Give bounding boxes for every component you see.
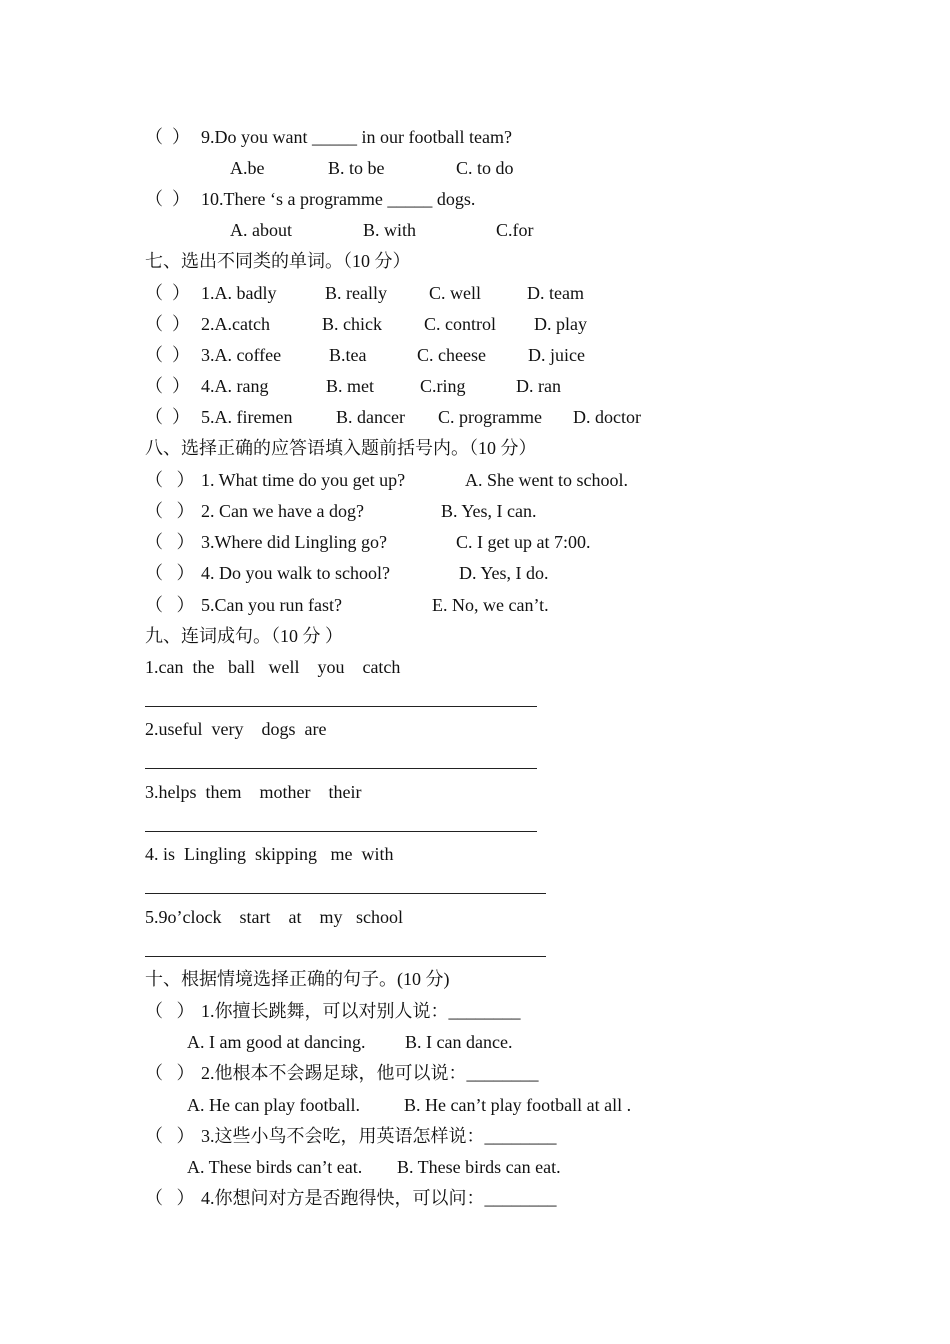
paren[interactable]: （ ）: [145, 189, 190, 209]
option-a: A. I am good at dancing.: [187, 1032, 366, 1052]
answer-option: E. No, we can’t.: [432, 595, 549, 615]
answer-option: A. She went to school.: [465, 470, 628, 490]
option-a: A. These birds can’t eat.: [187, 1157, 363, 1177]
paren[interactable]: （ ）: [145, 501, 195, 521]
option-c: C. control: [424, 314, 496, 334]
answer-line[interactable]: [145, 956, 546, 957]
option-c: C. well: [429, 283, 481, 303]
option-b: B. I can dance.: [405, 1032, 513, 1052]
paren[interactable]: （ ）: [145, 314, 190, 334]
paren[interactable]: （ ）: [145, 407, 190, 427]
option-a: 4.A. rang: [201, 376, 269, 396]
question-text: 2. Can we have a dog?: [201, 501, 364, 521]
scrambled-words: 4. is Lingling skipping me with: [145, 844, 394, 864]
answer-option: B. Yes, I can.: [441, 501, 537, 521]
section-heading: 十、根据情境选择正确的句子。(10 分): [145, 969, 450, 989]
paren[interactable]: （ ）: [145, 1126, 195, 1146]
paren[interactable]: （ ）: [145, 595, 195, 615]
scrambled-words: 3.helps them mother their: [145, 782, 362, 802]
question-stem: 9.Do you want _____ in our football team?: [201, 127, 512, 147]
paren[interactable]: （ ）: [145, 345, 190, 365]
paren[interactable]: （ ）: [145, 283, 190, 303]
option-b: B. dancer: [336, 407, 405, 427]
option-a: 2.A.catch: [201, 314, 270, 334]
question-text: 3.这些小鸟不会吃，用英语怎样说：________: [201, 1126, 557, 1146]
section-heading: 八、选择正确的应答语填入题前括号内。（10 分）: [145, 438, 537, 458]
scrambled-words: 5.9o’clock start at my school: [145, 907, 403, 927]
answer-line[interactable]: [145, 831, 537, 832]
answer-option: C. I get up at 7:00.: [456, 532, 591, 552]
option-d: D. doctor: [573, 407, 641, 427]
paren[interactable]: （ ）: [145, 563, 195, 583]
answer-line[interactable]: [145, 893, 546, 894]
paren[interactable]: （ ）: [145, 1001, 195, 1021]
question-stem: 10.There ‘s a programme _____ dogs.: [201, 189, 476, 209]
question-text: 3.Where did Lingling go?: [201, 532, 387, 552]
option-c: C. programme: [438, 407, 542, 427]
option-b: B. chick: [322, 314, 382, 334]
option-b: B. with: [363, 220, 417, 240]
question-text: 4.你想问对方是否跑得快，可以问：________: [201, 1188, 557, 1208]
option-b: B. to be: [328, 158, 385, 178]
option-b: B. really: [325, 283, 387, 303]
paren[interactable]: （ ）: [145, 532, 195, 552]
paren[interactable]: （ ）: [145, 470, 195, 490]
question-text: 1. What time do you get up?: [201, 470, 406, 490]
paren[interactable]: （ ）: [145, 127, 190, 147]
option-b: B.tea: [329, 345, 367, 365]
option-c: C.ring: [420, 376, 466, 396]
paren[interactable]: （ ）: [145, 1188, 195, 1208]
option-b: B. These birds can eat.: [397, 1157, 561, 1177]
option-a: A. He can play football.: [187, 1095, 360, 1115]
answer-line[interactable]: [145, 768, 537, 769]
answer-option: D. Yes, I do.: [459, 563, 549, 583]
option-c: C. cheese: [417, 345, 486, 365]
question-text: 1.你擅长跳舞，可以对别人说：________: [201, 1001, 521, 1021]
question-text: 4. Do you walk to school?: [201, 563, 390, 583]
option-a: 3.A. coffee: [201, 345, 282, 365]
option-c: C. to do: [456, 158, 514, 178]
option-b: B. met: [326, 376, 374, 396]
option-c: C.for: [496, 220, 534, 240]
option-d: D. ran: [516, 376, 561, 396]
option-d: D. play: [534, 314, 587, 334]
answer-line[interactable]: [145, 706, 537, 707]
section-heading: 七、选出不同类的单词。（10 分）: [145, 251, 411, 271]
option-d: D. juice: [528, 345, 585, 365]
question-text: 5.Can you run fast?: [201, 595, 342, 615]
section-heading: 九、连词成句。（10 分 ）: [145, 626, 343, 646]
option-a: A. about: [230, 220, 292, 240]
paren[interactable]: （ ）: [145, 376, 190, 396]
option-a: A.be: [230, 158, 265, 178]
paren[interactable]: （ ）: [145, 1063, 195, 1083]
question-text: 2.他根本不会踢足球，他可以说：________: [201, 1063, 539, 1083]
option-a: 5.A. firemen: [201, 407, 293, 427]
scrambled-words: 1.can the ball well you catch: [145, 657, 401, 677]
scrambled-words: 2.useful very dogs are: [145, 719, 327, 739]
option-d: D. team: [527, 283, 584, 303]
option-a: 1.A. badly: [201, 283, 277, 303]
option-b: B. He can’t play football at all .: [404, 1095, 632, 1115]
